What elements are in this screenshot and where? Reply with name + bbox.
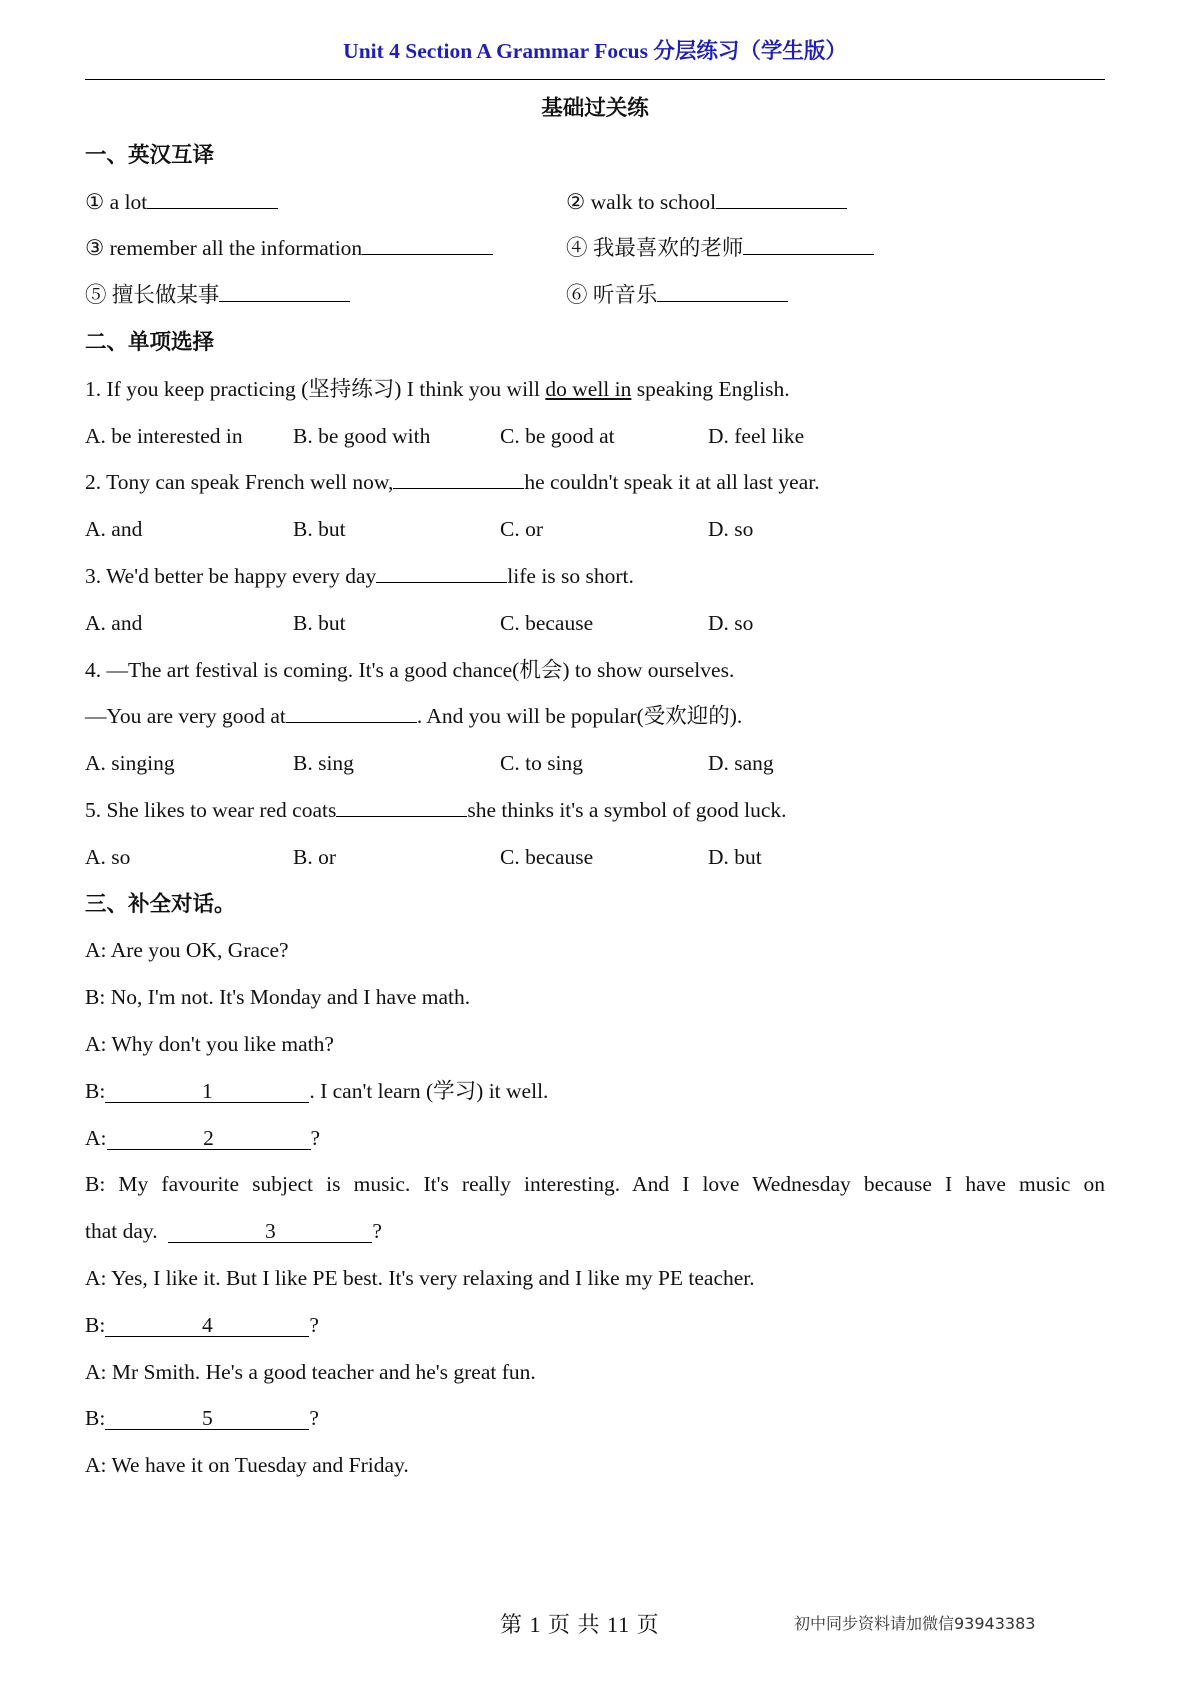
option-a[interactable]: A. and [85,517,143,542]
options-row [85,413,1105,460]
stem-text: 2. Tony can speak French well now, [85,470,394,495]
question-stem [85,366,1105,413]
option-c[interactable]: C. because [500,844,594,869]
dialogue-blank-5[interactable]: 5 [105,1407,309,1430]
document-title: Unit 4 Section A Grammar Focus 分层练习（学生版） [343,39,847,63]
dialogue-blank-1[interactable]: 1 [105,1080,309,1103]
item-text: ② walk to school [566,189,717,214]
stem-text: . And you will be popular(受欢迎的). [416,704,743,729]
question-stem [85,787,1105,834]
question-stem: 4. —The art festival is coming. It's a good chance(机会) to show ourselves. [85,657,735,682]
translation-item [85,190,278,214]
item-text: ④ 我最喜欢的老师 [566,236,744,261]
answer-blank[interactable] [743,236,874,255]
item-text: ① a lot [85,189,148,214]
dialogue-blank-3[interactable]: 3 [168,1220,372,1243]
speaker: B: [85,1312,106,1337]
option-d[interactable]: D. but [708,844,762,869]
dialogue-line [85,1302,1105,1349]
dialogue-line: A: We have it on Tuesday and Friday. [85,1453,409,1478]
answer-blank[interactable] [716,190,847,209]
translation-item [566,272,788,319]
option-a[interactable]: A. so [85,844,131,869]
dialogue-line: B: No, I'm not. It's Monday and I have math. [85,985,471,1010]
page-content [85,85,1105,1489]
dialogue-line [85,1068,1105,1115]
answer-blank[interactable] [657,283,788,302]
section3-heading: 三、补全对话。 [85,891,236,916]
stem-text: 1. If you keep practicing (坚持练习) I think you will [85,376,546,401]
page-number: 第 1 页 共 11 页 [500,1612,660,1637]
line-text: ? [309,1312,319,1337]
stem-text: —You are very good at [85,704,286,729]
translation-row [85,272,1105,319]
dialogue-line: A: Why don't you like math? [85,1031,334,1056]
line-text: ? [309,1406,319,1431]
translation-item [85,236,493,260]
answer-blank[interactable] [393,470,524,489]
translation-row [85,225,1105,272]
speaker: B: [85,1078,106,1103]
option-c[interactable]: C. to sing [500,751,584,776]
dialogue-blank-2[interactable]: 2 [107,1127,311,1150]
options-row [85,600,1105,647]
option-a[interactable]: A. singing [85,751,175,776]
page-footer [0,1608,1190,1638]
stem-text: 5. She likes to wear red coats [85,797,337,822]
answer-blank[interactable] [286,704,417,723]
translation-item [566,225,874,272]
speaker: B: [85,1406,106,1431]
item-text: ⑤ 擅长做某事 [85,283,220,308]
answer-blank[interactable] [336,798,467,817]
line-text: ? [310,1125,321,1150]
item-text: ⑥ 听音乐 [566,283,658,308]
underlined-phrase: do well in [545,376,632,401]
option-b[interactable]: B. sing [293,751,354,776]
section2-heading: 二、单项选择 [85,329,215,354]
dialogue-line: A: Yes, I like it. But I like PE best. It's very relaxing and I like my PE teacher. [85,1265,755,1290]
option-b[interactable]: B. but [293,610,346,635]
dialogue-blank-4[interactable]: 4 [105,1314,309,1337]
level-heading: 基础过关练 [541,96,649,120]
option-d[interactable]: D. so [708,517,754,542]
answer-blank[interactable] [147,190,278,209]
dialogue-line [85,1208,1105,1255]
dialogue-line: A: Are you OK, Grace? [85,938,289,963]
section1-heading: 一、英汉互译 [85,142,215,167]
options-row [85,834,1105,881]
dialogue-line [85,1115,1105,1162]
option-d[interactable]: D. so [708,610,754,635]
option-d[interactable]: D. feel like [708,423,805,448]
options-row [85,740,1105,787]
dialogue-line [85,1395,1105,1442]
speaker: A: [85,1125,107,1150]
option-a[interactable]: A. and [85,610,143,635]
promo-text: 初中同步资料请加微信93943383 [794,1614,1036,1633]
stem-text: 3. We'd better be happy every day [85,563,377,588]
line-text: . I can't learn (学习) it well. [309,1078,549,1103]
answer-blank[interactable] [219,283,350,302]
option-b[interactable]: B. or [293,844,336,869]
line-text: ? [372,1219,382,1244]
stem-text: speaking English. [631,376,790,401]
translation-row [85,179,1105,226]
question-stem [85,693,1105,740]
option-a[interactable]: A. be interested in [85,423,243,448]
line-text: that day. [85,1219,158,1244]
header-divider [85,79,1105,80]
answer-blank[interactable] [362,236,493,255]
stem-text: she thinks it's a symbol of good luck. [467,797,787,822]
stem-text: he couldn't speak it at all last year. [524,470,820,495]
option-c[interactable]: C. or [500,517,543,542]
option-c[interactable]: C. be good at [500,423,615,448]
item-text: ③ remember all the information [85,236,363,261]
dialogue-line: A: Mr Smith. He's a good teacher and he's great fun. [85,1359,536,1384]
answer-blank[interactable] [376,564,507,583]
translation-item [566,179,847,226]
option-c[interactable]: C. because [500,610,594,635]
dialogue-line: B: My favourite subject is music. It's really interesting. And I love Wednesday because I have music on [85,1172,1105,1197]
question-stem [85,553,1105,600]
stem-text: life is so short. [507,563,634,588]
question-stem [85,459,1105,506]
option-d[interactable]: D. sang [708,751,774,776]
translation-item [85,283,350,307]
options-row [85,506,1105,553]
option-b[interactable]: B. be good with [293,423,431,448]
option-b[interactable]: B. but [293,517,346,542]
